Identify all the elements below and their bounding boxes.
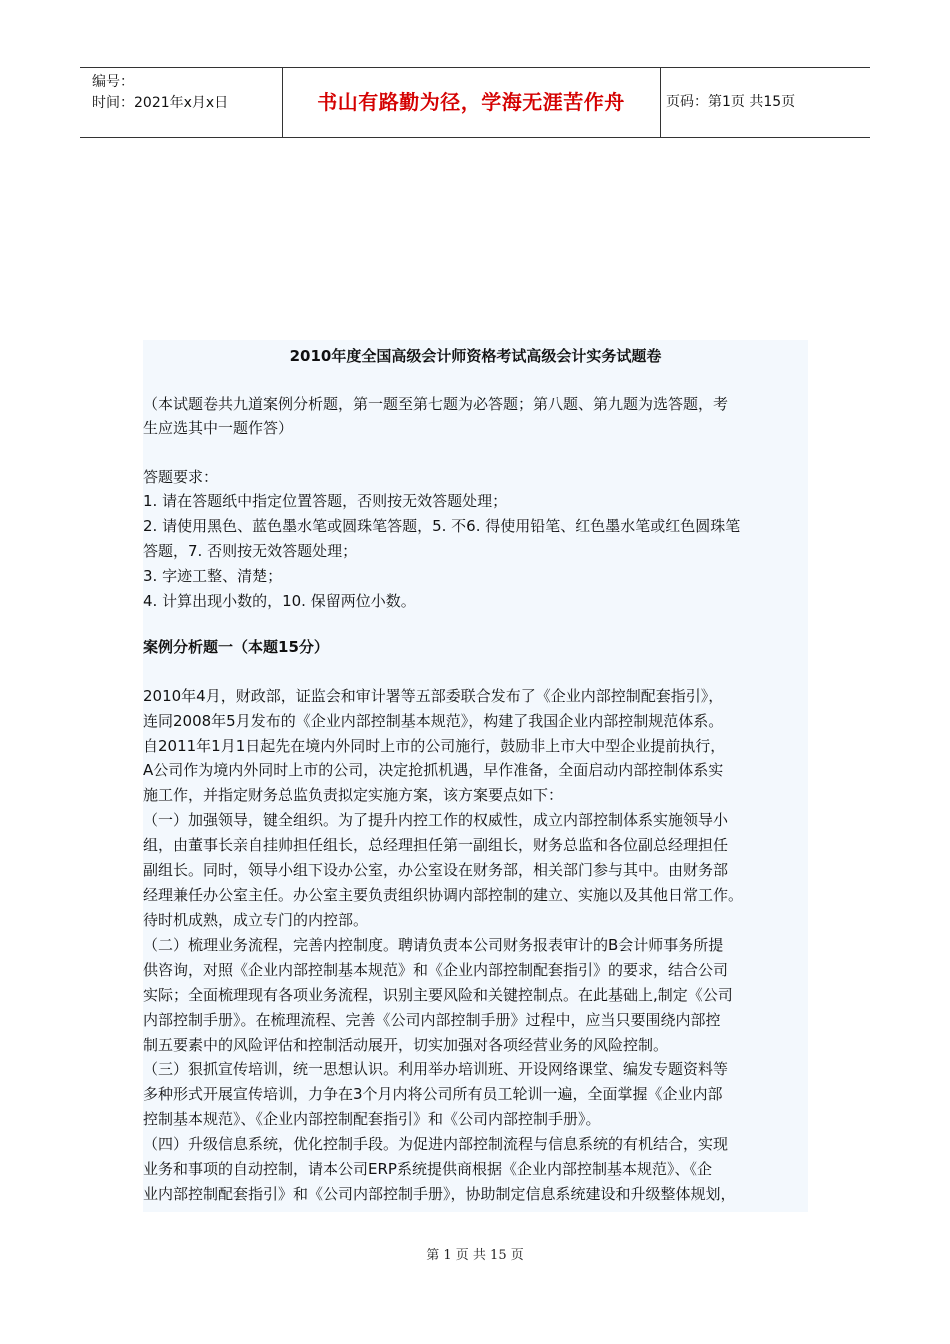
requirement-item: 2. 请使用黑色、蓝色墨水笔或圆珠笔答题，5. 不6. 得使用铅笔、红色墨水笔或红色圆珠笔 <box>143 517 741 535</box>
case-paragraph-line: 控制基本规范》、《企业内部控制配套指引》和《公司内部控制手册》。 <box>143 1110 601 1128</box>
case-paragraph-line: 施工作，并指定财务总监负责拟定实施方案，该方案要点如下： <box>143 786 564 804</box>
exam-content <box>143 340 808 1212</box>
header-divider-right <box>660 68 661 137</box>
case-paragraph-line: 组，由董事长亲自挂帅担任组长，总经理担任第一副组长，财务总监和各位副总经理担任 <box>143 836 729 854</box>
case-paragraph-line: 经理兼任办公室主任。办公室主要负责组织协调内部控制的建立、实施以及其他日常工作。 <box>143 886 744 904</box>
requirement-item: 答题，7. 否则按无效答题处理； <box>143 542 358 560</box>
case-paragraph-line: A公司作为境内外同时上市的公司，决定抢抓机遇，早作准备，全面启动内部控制体系实 <box>143 761 724 779</box>
requirement-item: 3. 字迹工整、清楚； <box>143 567 283 585</box>
case-paragraph-line: 业务和事项的自动控制，请本公司ERP系统提供商根据《企业内部控制基本规范》、《企 <box>143 1160 712 1178</box>
serial-number-label: 编号： <box>92 74 134 90</box>
case-paragraph-line: 制五要素中的风险评估和控制活动展开，切实加强对各项经营业务的风险控制。 <box>143 1036 669 1054</box>
case-paragraph-line: （二）梳理业务流程，完善内控制度。聘请负责本公司财务报表审计的B会计师事务所提 <box>143 936 724 954</box>
case-heading: 案例分析题一（本题15分） <box>143 638 329 656</box>
intro-line: （本试题卷共九道案例分析题，第一题至第七题为必答题；第八题、第九题为选答题，考 <box>143 395 729 413</box>
case-paragraph-line: （四）升级信息系统，优化控制手段。为促进内部控制流程与信息系统的有机结合，实现 <box>143 1135 729 1153</box>
requirement-item: 1. 请在答题纸中指定位置答题，否则按无效答题处理； <box>143 492 508 510</box>
header-page-info: 页码：第1页 共15页 <box>666 94 796 110</box>
requirement-item: 4. 计算出现小数的，10. 保留两位小数。 <box>143 592 416 610</box>
case-paragraph-line: 待时机成熟，成立专门的内控部。 <box>143 911 369 929</box>
header-motto: 书山有路勤为径，学海无涯苦作舟 <box>317 90 625 114</box>
page-header <box>80 67 870 138</box>
case-paragraph-line: 连同2008年5月发布的《企业内部控制基本规范》，构建了我国企业内部控制规范体系。 <box>143 712 724 730</box>
exam-title: 2010年度全国高级会计师资格考试高级会计实务试题卷 <box>289 347 662 365</box>
case-paragraph-line: 供咨询，对照《企业内部控制基本规范》和《企业内部控制配套指引》的要求，结合公司 <box>143 961 729 979</box>
date-label: 时间：2021年x月x日 <box>92 95 229 111</box>
case-paragraph-line: 副组长。同时，领导小组下设办公室，办公室设在财务部，相关部门参与其中。由财务部 <box>143 861 729 879</box>
requirements-heading: 答题要求： <box>143 468 219 486</box>
case-paragraph-line: 内部控制手册》。在梳理流程、完善《公司内部控制手册》过程中，应当只要围绕内部控 <box>143 1011 721 1029</box>
intro-line: 生应选其中一题作答） <box>143 419 294 437</box>
case-paragraph-line: （三）狠抓宣传培训，统一思想认识。利用举办培训班、开设网络课堂、编发专题资料等 <box>143 1060 729 1078</box>
case-paragraph-line: 多种形式开展宣传培训，力争在3个月内将公司所有员工轮训一遍，全面掌握《企业内部 <box>143 1085 723 1103</box>
header-meta <box>92 72 228 114</box>
page-footer: 第 1 页 共 15 页 <box>426 1248 524 1263</box>
case-paragraph-line: （一）加强领导，键全组织。为了提升内控工作的权威性，成立内部控制体系实施领导小 <box>143 811 729 829</box>
case-paragraph-line: 业内部控制配套指引》和《公司内部控制手册》，协助制定信息系统建设和升级整体规划， <box>143 1185 736 1203</box>
case-paragraph-line: 2010年4月，财政部，证监会和审计署等五部委联合发布了《企业内部控制配套指引》， <box>143 687 724 705</box>
case-paragraph-line: 实际；全面梳理现有各项业务流程，识别主要风险和关键控制点。在此基础上,制定《公司 <box>143 986 733 1004</box>
case-paragraph-line: 自2011年1月1日起先在境内外同时上市的公司施行，鼓励非上市大中型企业提前执行， <box>143 737 726 755</box>
